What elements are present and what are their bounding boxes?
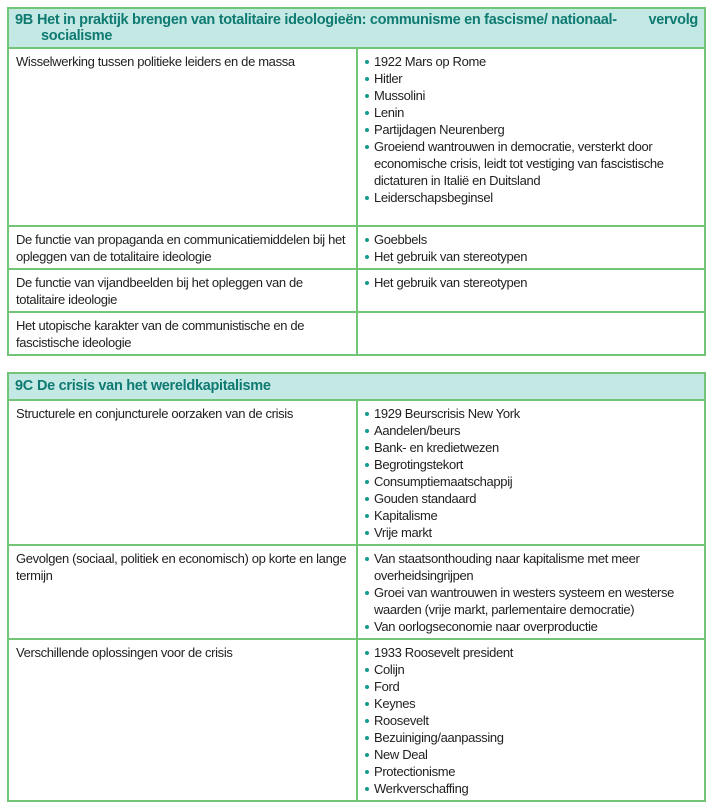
list-item: 1922 Mars op Rome <box>365 53 696 70</box>
list-item: Protectionisme <box>365 763 696 780</box>
topic-cell: Verschillende oplossingen voor de crisis <box>16 645 233 660</box>
bullet-icon <box>365 736 369 740</box>
bullet-icon <box>365 446 369 450</box>
list-item: Bank- en kredietwezen <box>365 439 696 456</box>
list-item: Van staatsonthouding naar kapitalisme met meer overheidsingrijpen <box>365 550 696 584</box>
item-list <box>358 227 704 268</box>
bullet-icon <box>365 429 369 433</box>
list-item: Groeiend wantrouwen in democratie, versterkt door economische crisis, leidt tot vestiging van fascistische dictaturen in Italië en Duitsland <box>365 138 696 189</box>
list-item: New Deal <box>365 746 696 763</box>
section-table-9b <box>7 7 706 356</box>
list-item: 1933 Roosevelt president <box>365 644 696 661</box>
item-list <box>358 401 704 544</box>
list-item: Aandelen/beurs <box>365 422 696 439</box>
item-list <box>358 546 704 638</box>
topic-cell: De functie van propaganda en communicatiemiddelen bij het opleggen van de totalitaire ideologie <box>16 232 346 264</box>
table-row <box>8 312 705 355</box>
table-row <box>8 226 705 269</box>
section-header <box>8 373 705 400</box>
bullet-icon <box>365 77 369 81</box>
item-list <box>358 640 704 800</box>
list-item: Leiderschapsbeginsel <box>365 189 696 206</box>
bullet-icon <box>365 60 369 64</box>
bullet-icon <box>365 770 369 774</box>
bullet-icon <box>365 412 369 416</box>
bullet-icon <box>365 753 369 757</box>
list-item: Mussolini <box>365 87 696 104</box>
list-item: Groei van wantrouwen in westers systeem en westerse waarden (vrije markt, parlementaire democratie) <box>365 584 696 618</box>
section-title: Het in praktijk brengen van totalitaire ideologieën: communisme en fascisme/ nationaal-socialisme <box>36 12 617 44</box>
bullet-icon <box>365 238 369 242</box>
bullet-icon <box>365 557 369 561</box>
empty-cell <box>357 312 705 355</box>
list-item: Goebbels <box>365 231 696 248</box>
bullet-icon <box>365 196 369 200</box>
bullet-icon <box>365 591 369 595</box>
bullet-icon <box>365 255 369 259</box>
list-item: Roosevelt <box>365 712 696 729</box>
table-row <box>8 48 705 226</box>
section-code: 9C <box>15 378 33 394</box>
section-header <box>8 8 705 48</box>
list-item: 1929 Beurscrisis New York <box>365 405 696 422</box>
continuation-label: vervolg <box>648 12 698 28</box>
topic-cell: Het utopische karakter van de communistische en de fascistische ideologie <box>16 318 305 350</box>
bullet-icon <box>365 128 369 132</box>
section-code: 9B <box>15 12 33 28</box>
list-item: Vrije markt <box>365 524 696 541</box>
list-item: Colijn <box>365 661 696 678</box>
section-table-9c <box>7 372 706 802</box>
bullet-icon <box>365 719 369 723</box>
bullet-icon <box>365 480 369 484</box>
bullet-icon <box>365 625 369 629</box>
table-row <box>8 269 705 312</box>
section-title: De crisis van het wereldkapitalisme <box>36 378 271 394</box>
item-list <box>358 49 704 209</box>
list-item: Gouden standaard <box>365 490 696 507</box>
bullet-icon <box>365 651 369 655</box>
topic-cell: Structurele en conjuncturele oorzaken van de crisis <box>16 406 293 421</box>
bullet-icon <box>365 668 369 672</box>
topic-cell: De functie van vijandbeelden bij het opleggen van de totalitaire ideologie <box>16 275 303 307</box>
bullet-icon <box>365 145 369 149</box>
table-row <box>8 545 705 639</box>
bullet-icon <box>365 463 369 467</box>
list-item: Partijdagen Neurenberg <box>365 121 696 138</box>
bullet-icon <box>365 111 369 115</box>
list-item: Keynes <box>365 695 696 712</box>
list-item: Het gebruik van stereotypen <box>365 274 696 291</box>
bullet-icon <box>365 685 369 689</box>
list-item: Bezuiniging/aanpassing <box>365 729 696 746</box>
list-item: Hitler <box>365 70 696 87</box>
table-row <box>8 400 705 545</box>
bullet-icon <box>365 702 369 706</box>
table-row <box>8 639 705 801</box>
bullet-icon <box>365 787 369 791</box>
bullet-icon <box>365 281 369 285</box>
list-item: Lenin <box>365 104 696 121</box>
list-item: Het gebruik van stereotypen <box>365 248 696 265</box>
bullet-icon <box>365 497 369 501</box>
list-item: Kapitalisme <box>365 507 696 524</box>
list-item: Begrotingstekort <box>365 456 696 473</box>
list-item: Ford <box>365 678 696 695</box>
list-item: Van oorlogseconomie naar overproductie <box>365 618 696 635</box>
bullet-icon <box>365 514 369 518</box>
topic-cell: Gevolgen (sociaal, politiek en economisch) op korte en lange termijn <box>16 551 347 583</box>
bullet-icon <box>365 94 369 98</box>
item-list <box>358 270 704 294</box>
list-item: Werkverschaffing <box>365 780 696 797</box>
bullet-icon <box>365 531 369 535</box>
topic-cell: Wisselwerking tussen politieke leiders en de massa <box>16 54 295 69</box>
list-item: Consumptiemaatschappij <box>365 473 696 490</box>
